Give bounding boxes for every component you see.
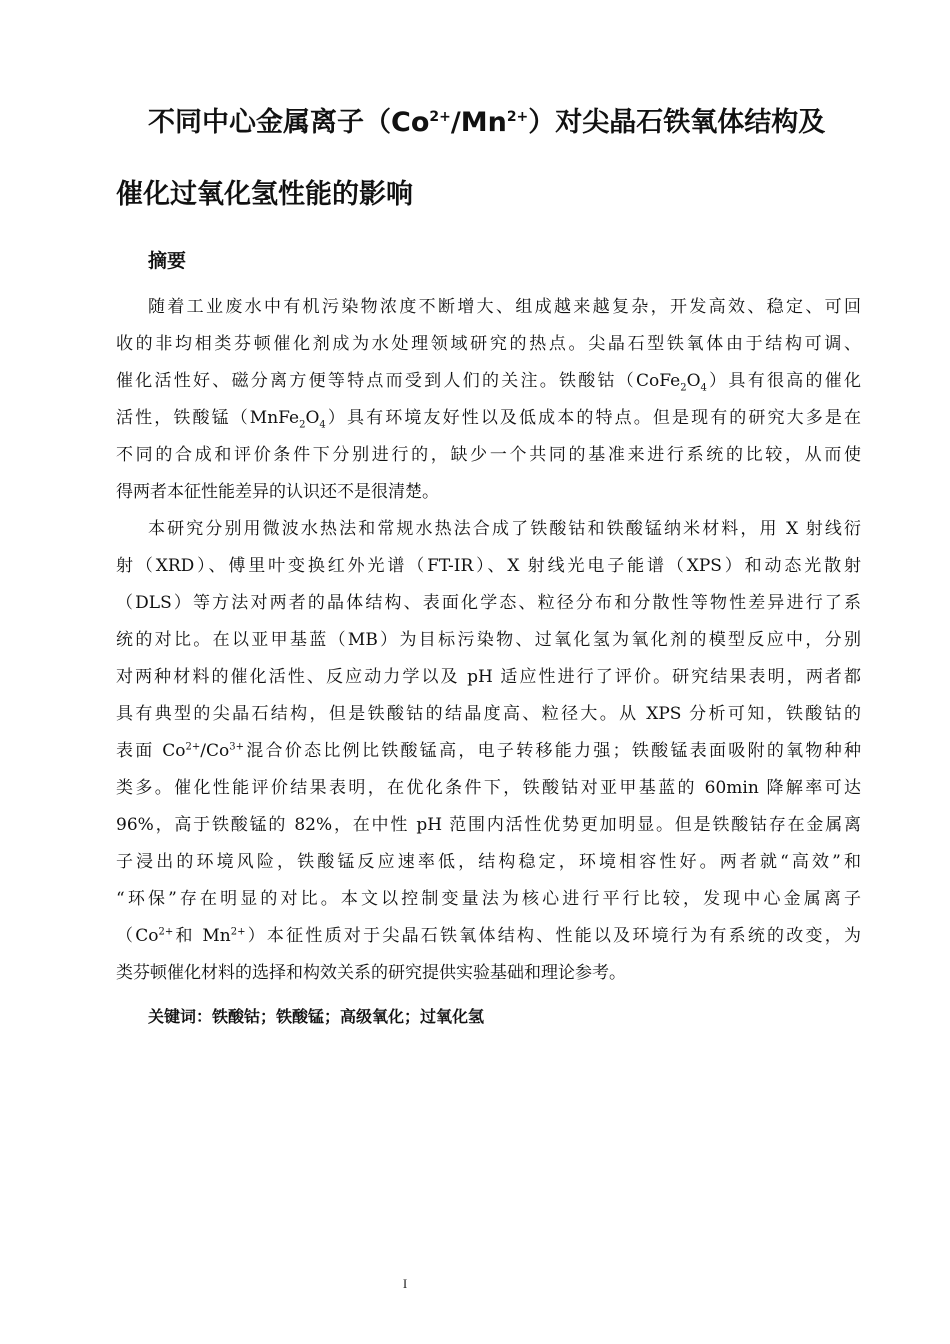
- text-line: 本研究分别用微波水热法和常规水热法合成了铁酸钴和铁酸锰纳米材料，用 X 射线衍: [148, 519, 861, 539]
- text-line: 活性，铁酸锰$(MnFe_2O_4)$具有环境友好性以及低成本的特点。但是现有的研究大多是在: [116, 408, 861, 431]
- text-line: 表面 $Co^{2+}/Co^{3+}$混合价态比例比铁酸锰高，电子转移能力强；铁酸锰表面吸附的氧物种种: [116, 741, 861, 761]
- text-line: 随着工业废水中有机污染物浓度不断增大、组成越来越复杂，开发高效、稳定、可回: [148, 297, 861, 317]
- text-line: （DLS）等方法对两者的晶体结构、表面化学态、粒径分布和分散性等物性差异进行了系: [116, 593, 861, 613]
- text-line: 得两者本征性能差异的认识还不是很清楚。: [116, 482, 439, 502]
- text-line: 统的对比。在以亚甲基蓝（MB）为目标污染物、过氧化氢为氧化剂的模型反应中，分别: [116, 630, 861, 650]
- text-line: 具有典型的尖晶石结构，但是铁酸钴的结晶度高、粒径大。从 XPS 分析可知，铁酸钴的: [116, 704, 861, 724]
- text-line: 射（XRD）、傅里叶变换红外光谱（FT-IR）、X 射线光电子能谱（XPS）和动态光散射: [116, 556, 861, 576]
- text-line: 不同的合成和评价条件下分别进行的，缺少一个共同的基准来进行系统的比较，从而使: [116, 445, 861, 465]
- text-line: 96%，高于铁酸锰的 82%，在中性 pH 范围内活性优势更加明显。但是铁酸钴存在金属离: [116, 815, 861, 835]
- text-line: 对两种材料的催化活性、反应动力学以及 pH 适应性进行了评价。研究结果表明，两者都: [116, 667, 861, 687]
- text-line: 类芬顿催化材料的选择和构效关系的研究提供实验基础和理论参考。: [116, 963, 626, 983]
- text-line: 催化活性好、磁分离方便等特点而受到人们的关注。铁酸钴$(CoFe_2O_4)$具有很高的催化: [116, 371, 861, 394]
- title-line-2: 催化过氧化氢性能的影响: [116, 179, 413, 210]
- keywords: 关键词：铁酸钴；铁酸锰；高级氧化；过氧化氢: [148, 1007, 485, 1026]
- text-line: 收的非均相类芬顿催化剂成为水处理领域研究的热点。尖晶石型铁氧体由于结构可调、: [116, 334, 861, 354]
- page-number: I: [402, 1276, 408, 1291]
- text-line: 子浸出的环境风险，铁酸锰反应速率低，结构稳定，环境相容性好。两者就“高效”和: [116, 852, 861, 872]
- text-line: （$Co^{2+}$和 $Mn^{2+}$）本征性质对于尖晶石铁氧体结构、性能以及环境行为有系统的改变，为: [116, 926, 861, 946]
- text-line: “环保”存在明显的对比。本文以控制变量法为核心进行平行比较，发现中心金属离子: [116, 889, 861, 909]
- abstract-heading: 摘要: [148, 250, 187, 272]
- title-line-1: 不同中心金属离子$(Co^{2+}/Mn^{2+})$对尖晶石铁氧体结构及: [148, 107, 826, 138]
- text-line: 类多。催化性能评价结果表明，在优化条件下，铁酸钴对亚甲基蓝的 60min 降解率可达: [116, 778, 861, 798]
